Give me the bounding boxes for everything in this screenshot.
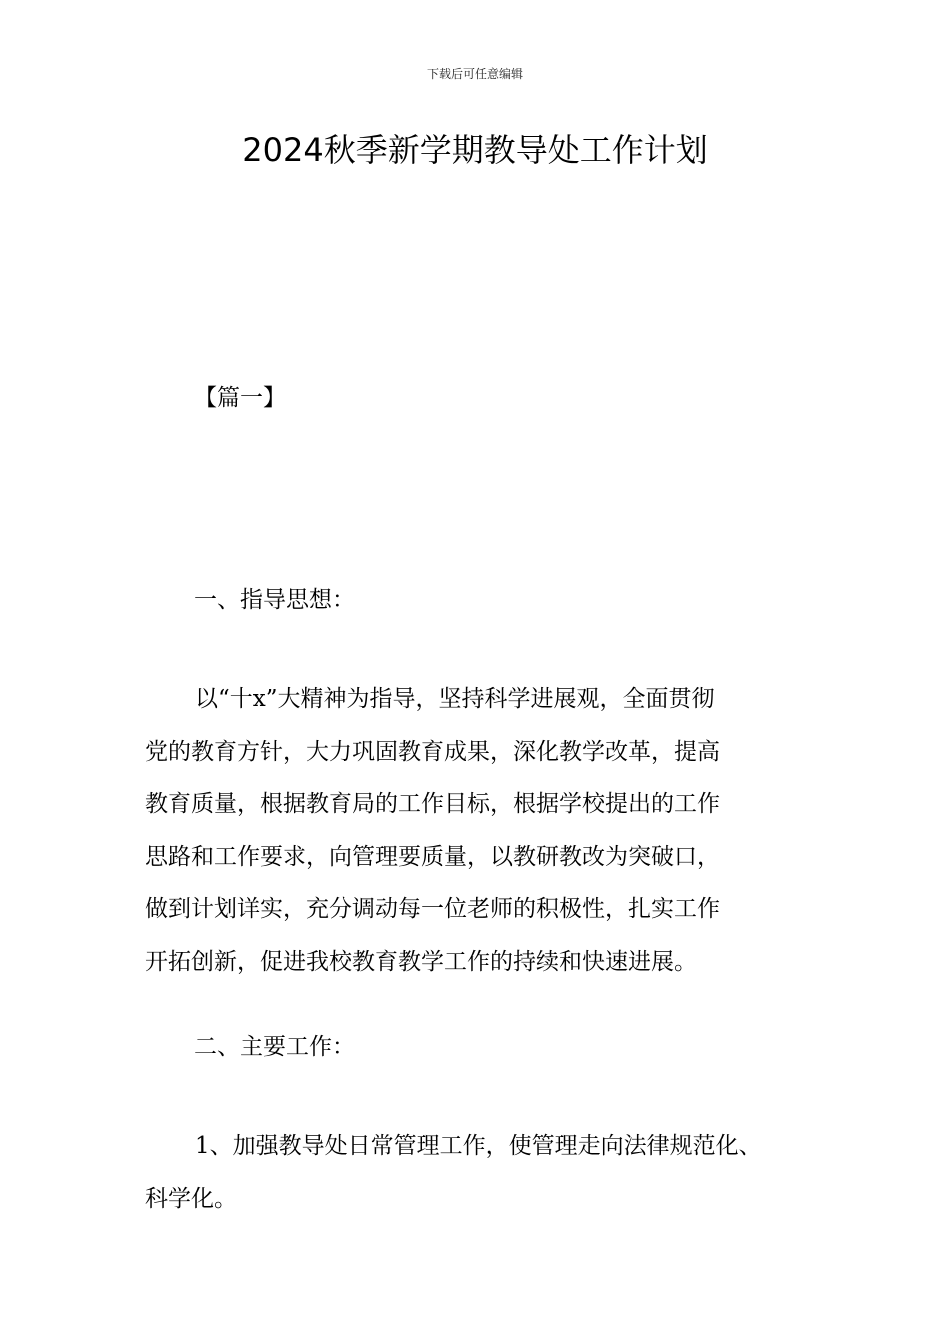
paragraph-line: 做到计划详实，充分调动每一位老师的积极性，扎实工作 bbox=[145, 896, 720, 922]
paragraph-line: 科学化。 bbox=[145, 1185, 237, 1212]
paragraph-line: 1、加强教导处日常管理工作，使管理走向法律规范化、 bbox=[195, 1133, 762, 1159]
paragraph-line: 开拓创新，促进我校教育教学工作的持续和快速进展。 bbox=[145, 948, 697, 975]
heading-guiding-ideology: 一、指导思想： bbox=[194, 587, 355, 613]
paragraph-guiding-ideology bbox=[145, 673, 825, 988]
paragraph-main-work bbox=[145, 1120, 825, 1225]
paragraph-line: 教育质量，根据教育局的工作目标，根据学校提出的工作 bbox=[145, 791, 720, 817]
paragraph-line: 党的教育方针，大力巩固教育成果，深化教学改革，提高 bbox=[145, 738, 720, 765]
paragraph-line: 以“十x”大精神为指导，坚持科学进展观，全面贯彻 bbox=[195, 686, 715, 712]
document-title: 2024秋季新学期教导处工作计划 bbox=[242, 131, 708, 169]
section-marker: 【篇一】 bbox=[194, 385, 286, 411]
paragraph-line: 思路和工作要求，向管理要质量，以教研教改为突破口， bbox=[145, 843, 720, 870]
heading-main-work: 二、主要工作： bbox=[194, 1034, 355, 1060]
page-header-note: 下载后可任意编辑 bbox=[426, 67, 523, 81]
